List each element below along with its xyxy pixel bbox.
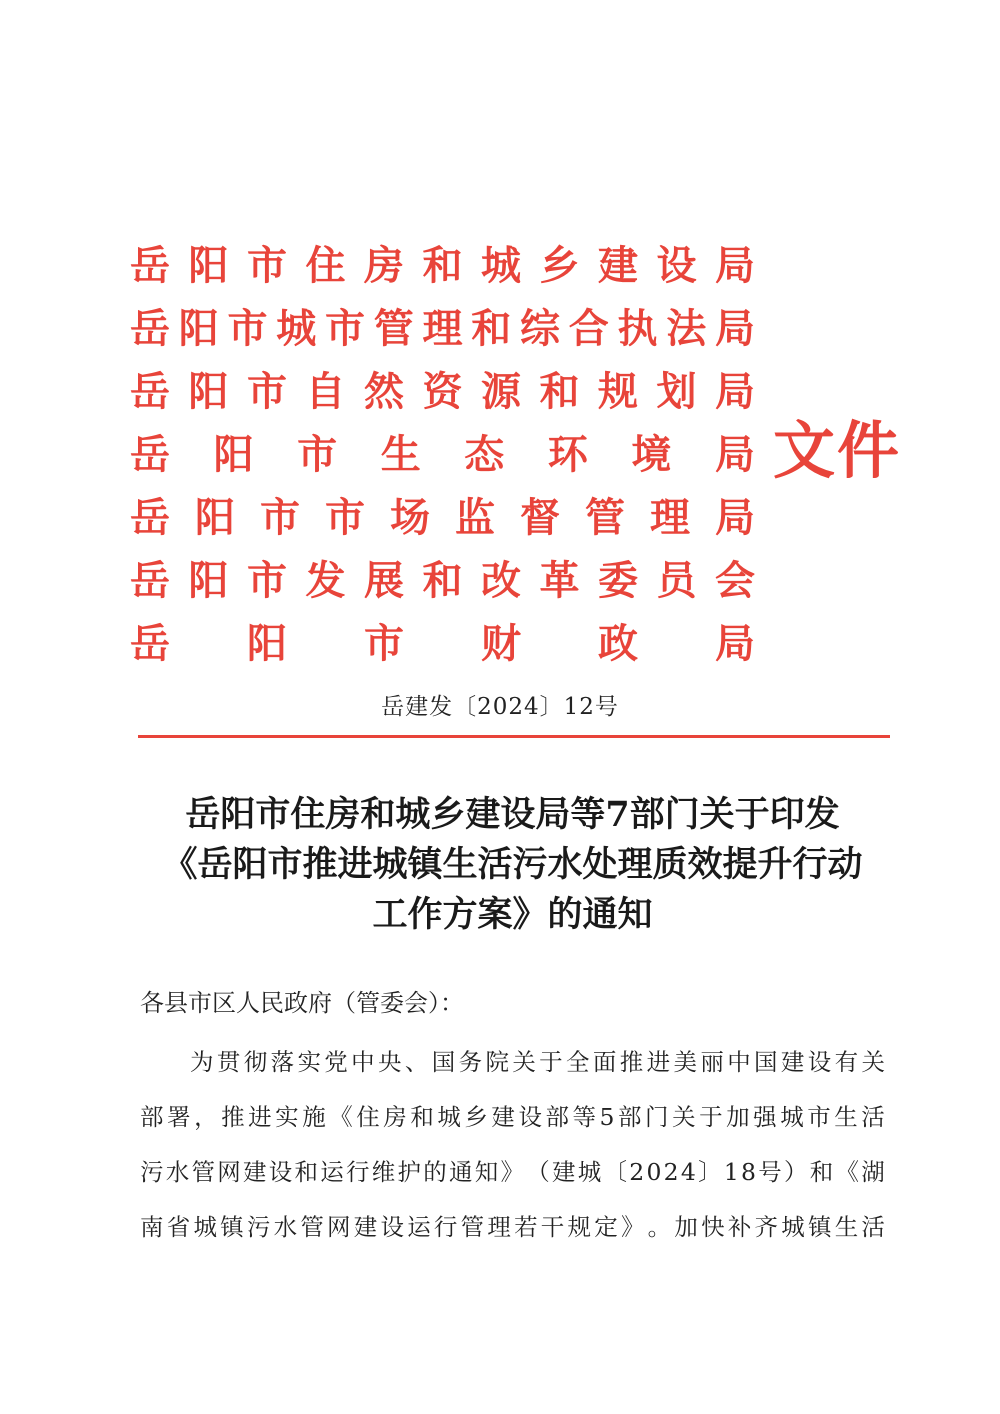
body-char: 中	[727, 1048, 751, 1076]
body-char: 的	[423, 1158, 447, 1186]
agency-char: 岳	[130, 557, 170, 604]
title-line: 岳阳市住房和城乡建设局等7部门关于印发	[185, 794, 840, 835]
agency-char: 市	[325, 494, 365, 541]
body-char: 城	[193, 1213, 217, 1241]
body-char: 党	[324, 1048, 348, 1076]
body-char: 》	[620, 1213, 645, 1241]
body-char: 为	[190, 1048, 214, 1076]
agency-char: 市	[227, 305, 268, 352]
agency-char: 资	[422, 368, 463, 415]
document-title	[140, 790, 885, 940]
body-char: 和	[294, 1158, 318, 1186]
body-char: 湖	[861, 1158, 885, 1186]
agency-char: 财	[481, 620, 521, 667]
body-char: 护	[397, 1158, 421, 1186]
body-char: 国	[754, 1048, 778, 1076]
body-char: 于	[699, 1103, 723, 1131]
body-char: 设	[518, 1103, 542, 1131]
body-char: 号	[758, 1158, 782, 1186]
agency-char: 市	[297, 431, 338, 478]
document-number: 岳建发〔2024〕12号	[381, 694, 619, 720]
agency-char: 建	[598, 242, 638, 289]
document-label: 文件	[773, 414, 902, 487]
body-char: 国	[431, 1048, 456, 1076]
agency-char: 住	[305, 242, 346, 289]
body-char: 城	[780, 1103, 804, 1131]
body-char: 加	[726, 1103, 750, 1131]
agency-char: 市	[364, 620, 404, 667]
body-char: 运	[320, 1158, 344, 1186]
body-char: 水	[165, 1158, 190, 1186]
body-char: 规	[567, 1213, 591, 1241]
body-char: 管	[300, 1213, 324, 1241]
body-char: 和	[410, 1103, 434, 1131]
agency-char: 设	[656, 242, 697, 289]
agency-char: 管	[373, 305, 414, 352]
agency-char: 市	[247, 368, 287, 415]
agency-char: 改	[481, 557, 521, 604]
body-char: 面	[592, 1048, 617, 1076]
agency-char: 综	[520, 305, 560, 352]
agency-char: 理	[422, 305, 463, 352]
body-char: 《	[835, 1158, 859, 1186]
body-paragraph	[140, 1035, 885, 1255]
body-char: 行	[346, 1158, 370, 1186]
body-char: 建	[353, 1213, 378, 1241]
body-char: 省	[166, 1213, 191, 1241]
agency-char: 局	[715, 368, 755, 415]
agency-char: 房	[364, 242, 404, 289]
agency-char: 局	[715, 305, 755, 352]
body-char: 实	[297, 1048, 321, 1076]
agency-char: 合	[568, 305, 609, 352]
agency-char: 态	[464, 431, 505, 478]
body-char: 有	[834, 1048, 859, 1076]
body-line	[140, 1035, 885, 1090]
body-char: 活	[861, 1103, 885, 1131]
body-char: 管	[191, 1158, 215, 1186]
agency-char: 阳	[188, 368, 229, 415]
agency-char: 城	[481, 242, 521, 289]
body-char: 关	[512, 1048, 536, 1076]
agency-char: 源	[481, 368, 521, 415]
body-char: 理	[487, 1213, 511, 1241]
agency-char: 岳	[130, 305, 170, 352]
agency-char: 阳	[188, 557, 229, 604]
body-char: 〕	[698, 1158, 722, 1186]
agency-char: 委	[598, 557, 638, 604]
body-char: 乡	[464, 1103, 488, 1131]
body-char: 4	[680, 1158, 696, 1186]
agency-char: 阳	[178, 305, 219, 352]
body-char: 》	[500, 1158, 524, 1186]
body-char: 维	[371, 1158, 396, 1186]
body-char: 于	[539, 1048, 563, 1076]
body-char: 0	[646, 1158, 662, 1186]
agency-name	[130, 240, 755, 303]
agency-char: 然	[364, 368, 404, 415]
body-char: 齐	[754, 1213, 779, 1241]
body-char: 网	[217, 1158, 241, 1186]
agency-char: 自	[305, 368, 346, 415]
body-char: 施	[302, 1103, 326, 1131]
agency-char: 员	[656, 557, 697, 604]
agency-char: 市	[247, 557, 287, 604]
agency-char: 城	[276, 305, 317, 352]
body-char: 污	[140, 1158, 164, 1186]
title-line: 工作方案》的通知	[372, 894, 653, 935]
agency-char: 阳	[188, 242, 229, 289]
body-char: 中	[351, 1048, 375, 1076]
agency-char: 和	[422, 242, 463, 289]
body-char: 务	[458, 1048, 483, 1076]
body-char: 干	[540, 1213, 565, 1241]
body-char: 、	[404, 1048, 429, 1076]
body-char: 设	[380, 1213, 404, 1241]
body-char: 生	[834, 1213, 859, 1241]
body-char: 。	[647, 1213, 672, 1241]
agency-char: 管	[585, 494, 625, 541]
body-char: 水	[273, 1213, 298, 1241]
body-char: 镇	[807, 1213, 832, 1241]
body-char: 部	[140, 1103, 164, 1131]
agency-char: 阳	[213, 431, 254, 478]
body-char: ）	[783, 1158, 808, 1186]
body-line	[140, 1090, 885, 1145]
agency-char: 和	[471, 305, 512, 352]
body-char: 署	[167, 1103, 191, 1131]
agency-char: 局	[715, 242, 755, 289]
body-char: 8	[741, 1158, 756, 1186]
agency-name	[130, 555, 755, 618]
body-char: 强	[753, 1103, 777, 1131]
agency-char: 局	[715, 494, 755, 541]
body-char: 贯	[216, 1048, 241, 1076]
body-char: 通	[449, 1158, 473, 1186]
agency-char: 和	[422, 557, 463, 604]
salutation: 各县市区人民政府（管委会）：	[140, 989, 464, 1017]
body-char: 落	[270, 1048, 295, 1076]
agency-char: 乡	[539, 242, 580, 289]
body-char: 美	[673, 1048, 697, 1076]
agency-char: 发	[305, 557, 346, 604]
body-char: 城	[437, 1103, 461, 1131]
body-char: 丽	[700, 1048, 724, 1076]
agency-name	[130, 492, 755, 555]
body-char: 生	[834, 1103, 858, 1131]
agency-char: 执	[617, 305, 658, 352]
body-char: 建	[780, 1048, 805, 1076]
body-line	[140, 1200, 885, 1255]
agency-char: 政	[598, 620, 638, 667]
body-char: 央	[378, 1048, 402, 1076]
agency-char: 岳	[130, 242, 170, 289]
body-char: 建	[552, 1158, 576, 1186]
body-char: 院	[485, 1048, 509, 1076]
body-char: 部	[618, 1103, 642, 1131]
agency-char: 岳	[130, 368, 170, 415]
agency-name	[130, 366, 755, 429]
body-char: 行	[433, 1213, 458, 1241]
body-char: 城	[781, 1213, 805, 1241]
agency-char: 规	[598, 368, 638, 415]
body-char: 和	[809, 1158, 834, 1186]
body-char: 部	[545, 1103, 569, 1131]
body-char: 管	[460, 1213, 485, 1241]
body-char: 知	[474, 1158, 499, 1186]
agency-char: 阳	[247, 620, 287, 667]
agency-char: 岳	[130, 431, 170, 478]
agency-char: 环	[547, 431, 588, 478]
agency-char: 局	[715, 620, 755, 667]
body-char: 建	[243, 1158, 267, 1186]
body-char: （	[526, 1158, 550, 1186]
body-char: 2	[663, 1158, 679, 1186]
agency-char: 展	[364, 557, 404, 604]
body-char: 关	[672, 1103, 696, 1131]
agency-char: 生	[380, 431, 421, 478]
body-char: 关	[861, 1048, 885, 1076]
body-char: 推	[221, 1103, 245, 1131]
body-char: 快	[701, 1213, 725, 1241]
red-divider	[138, 735, 890, 738]
agency-char: 境	[631, 431, 672, 478]
agency-char: 划	[656, 368, 697, 415]
body-char: 污	[246, 1213, 271, 1241]
body-char: 进	[646, 1048, 671, 1076]
body-char: 实	[275, 1103, 299, 1131]
body-char: 全	[566, 1048, 590, 1076]
body-line	[140, 1145, 885, 1200]
agency-char: 阳	[195, 494, 235, 541]
agency-name	[130, 303, 755, 366]
agency-char: 理	[650, 494, 690, 541]
body-char: 1	[723, 1158, 739, 1186]
agency-char: 监	[455, 494, 495, 541]
body-char: 2	[629, 1158, 645, 1186]
issuing-agencies	[130, 240, 755, 681]
agency-char: 督	[520, 494, 560, 541]
body-char: 城	[577, 1158, 602, 1186]
agency-char: 法	[666, 305, 707, 352]
body-char: 5	[599, 1103, 615, 1131]
body-char: 镇	[220, 1213, 244, 1241]
body-char: 南	[140, 1213, 164, 1241]
body-char: 等	[572, 1103, 596, 1131]
agency-char: 市	[325, 305, 365, 352]
title-line: 《岳阳市推进城镇生活污水处理质效提升行动	[162, 844, 863, 885]
body-char: 门	[645, 1103, 669, 1131]
body-char: 运	[407, 1213, 431, 1241]
agency-char: 局	[714, 431, 755, 478]
body-char: 活	[861, 1213, 885, 1241]
body-char: 定	[594, 1213, 618, 1241]
agency-char: 市	[247, 242, 287, 289]
body-char: ，	[194, 1103, 218, 1131]
agency-char: 会	[715, 557, 755, 604]
agency-char: 革	[539, 557, 580, 604]
body-char: 建	[491, 1103, 515, 1131]
agency-char: 岳	[130, 494, 170, 541]
body-char: 《	[329, 1103, 353, 1131]
agency-name	[130, 618, 755, 681]
body-char: 网	[327, 1213, 351, 1241]
body-char: 设	[268, 1158, 293, 1186]
body-char: 补	[727, 1213, 752, 1241]
body-char: 推	[619, 1048, 644, 1076]
body-char: 房	[383, 1103, 407, 1131]
body-char: 设	[807, 1048, 832, 1076]
body-char: 〔	[603, 1158, 627, 1186]
body-char: 若	[514, 1213, 538, 1241]
agency-char: 场	[390, 494, 430, 541]
body-char: 住	[356, 1103, 380, 1131]
agency-char: 岳	[130, 620, 170, 667]
agency-char: 市	[260, 494, 300, 541]
agency-name	[130, 429, 755, 492]
body-char: 彻	[243, 1048, 268, 1076]
body-char: 加	[674, 1213, 698, 1241]
agency-char: 和	[539, 368, 580, 415]
body-char: 市	[807, 1103, 831, 1131]
body-char: 进	[248, 1103, 272, 1131]
